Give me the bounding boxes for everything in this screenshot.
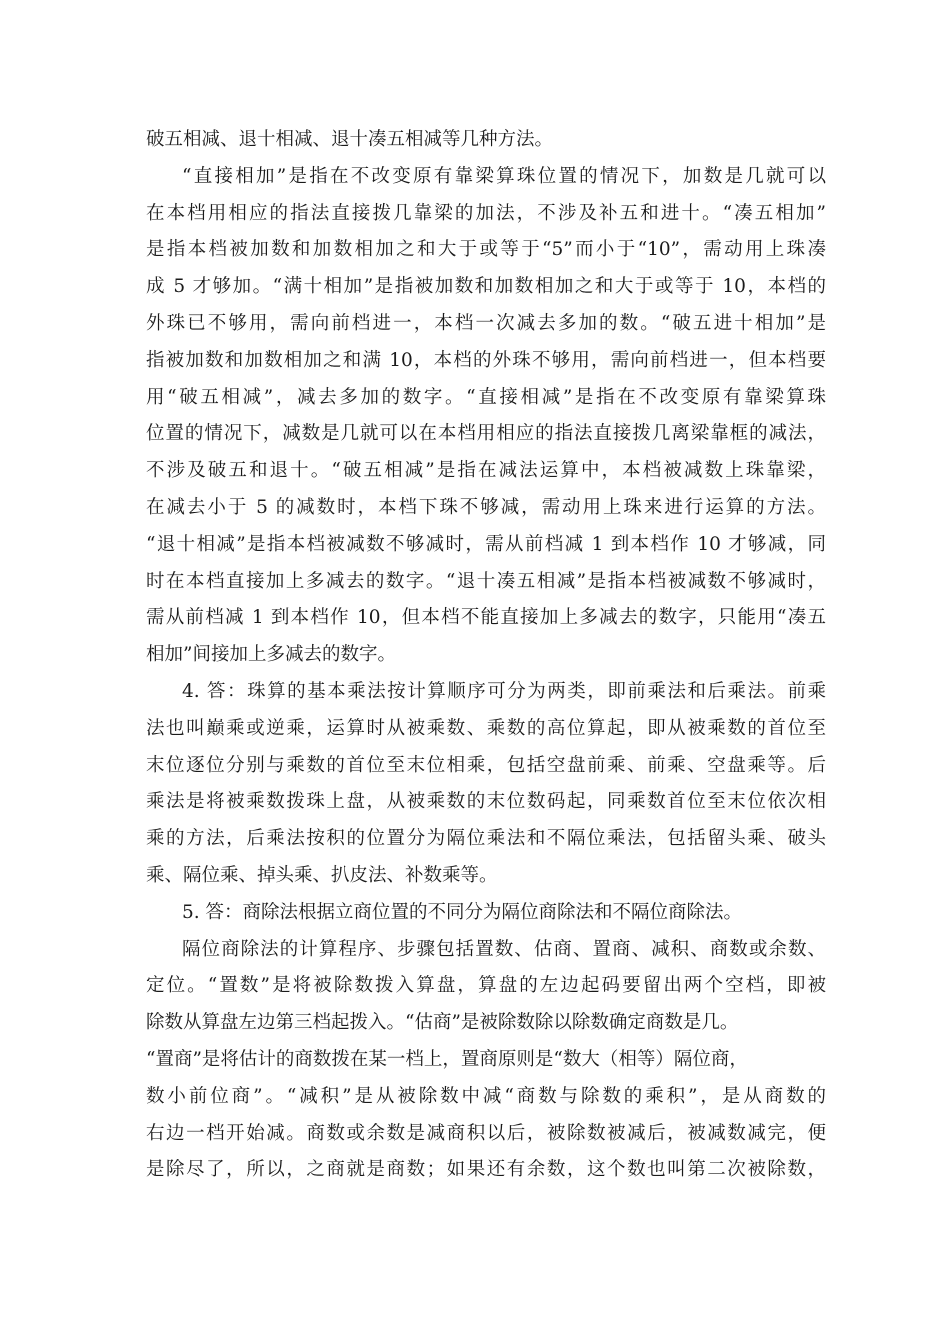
text-line: 除数从算盘左边第三档起拨入。“估商”是被除数除以除数确定商数是几。 (146, 1012, 739, 1034)
text-line: 位置的情况下，减数是几就可以在本档用相应的指法直接拨几离梁靠框的减法， (146, 423, 826, 445)
text-line: 时在本档直接加上多减去的数字。“退十凑五相减”是指本档被减数不够减时， (146, 570, 826, 592)
text-line: 是指本档被加数和加数相加之和大于或等于“5”而小于“10”，需动用上珠凑 (146, 239, 826, 261)
text-line: 数小前位商”。“减积”是从被除数中减“商数与除数的乘积”，是从商数的 (146, 1085, 826, 1107)
text-line: 在本档用相应的指法直接拨几靠梁的加法，不涉及补五和进十。“凑五相加” (146, 202, 826, 224)
text-line: 5. 答：商除法根据立商位置的不同分为隔位商除法和不隔位商除法。 (182, 901, 743, 923)
text-line: 在减去小于 5 的减数时，本档下珠不够减，需动用上珠来进行运算的方法。 (146, 496, 826, 518)
text-line: 4. 答：珠算的基本乘法按计算顺序可分为两类，即前乘法和后乘法。前乘 (182, 680, 826, 702)
text-line: “置商”是将估计的商数拨在某一档上，置商原则是“数大（相等）隔位商， (146, 1048, 748, 1070)
text-line: 乘的方法，后乘法按积的位置分为隔位乘法和不隔位乘法，包括留头乘、破头 (146, 828, 826, 850)
text-line: 是除尽了，所以，之商就是商数；如果还有余数，这个数也叫第二次被除数， (146, 1159, 826, 1181)
text-line: 需从前档减 1 到本档作 10，但本档不能直接加上多减去的数字，只能用“凑五 (146, 607, 826, 629)
text-line: 指被加数和加数相加之和满 10，本档的外珠不够用，需向前档进一，但本档要 (146, 349, 826, 371)
text-line: 破五相减、退十相减、退十凑五相减等几种方法。 (146, 129, 554, 150)
text-line: 用“破五相减”，减去多加的数字。“直接相减”是指在不改变原有靠梁算珠 (146, 386, 826, 408)
text-line: 乘、隔位乘、掉头乘、扒皮法、补数乘等。 (146, 864, 498, 886)
text-line: 末位逐位分别与乘数的首位至末位相乘，包括空盘前乘、前乘、空盘乘等。后 (146, 754, 826, 776)
text-line: 乘法是将被乘数拨珠上盘，从被乘数的末位数码起，同乘数首位至末位依次相 (146, 791, 826, 813)
text-line: 右边一档开始减。商数或余数是减商积以后，被除数被减后，被减数减完，便 (146, 1122, 826, 1144)
text-line: “退十相减”是指本档被减数不够减时，需从前档减 1 到本档作 10 才够减，同 (146, 533, 826, 555)
text-line: “直接相加”是指在不改变原有靠梁算珠位置的情况下，加数是几就可以 (182, 165, 826, 187)
text-line: 成 5 才够加。“满十相加”是指被加数和加数相加之和大于或等于 10，本档的 (146, 276, 826, 298)
text-line: 法也叫巅乘或逆乘，运算时从被乘数、乘数的高位算起，即从被乘数的首位至 (146, 717, 826, 739)
text-line: 隔位商除法的计算程序、步骤包括置数、估商、置商、减积、商数或余数、 (182, 938, 826, 960)
text-line: 定位。“置数”是将被除数拨入算盘，算盘的左边起码要留出两个空档，即被 (146, 975, 826, 997)
text-line: 相加”间接加上多减去的数字。 (146, 644, 396, 666)
text-line: 不涉及破五和退十。“破五相减”是指在减法运算中，本档被减数上珠靠梁， (146, 460, 826, 482)
text-line: 外珠已不够用，需向前档进一，本档一次减去多加的数。“破五进十相加”是 (146, 312, 826, 334)
document-body (146, 122, 826, 1189)
